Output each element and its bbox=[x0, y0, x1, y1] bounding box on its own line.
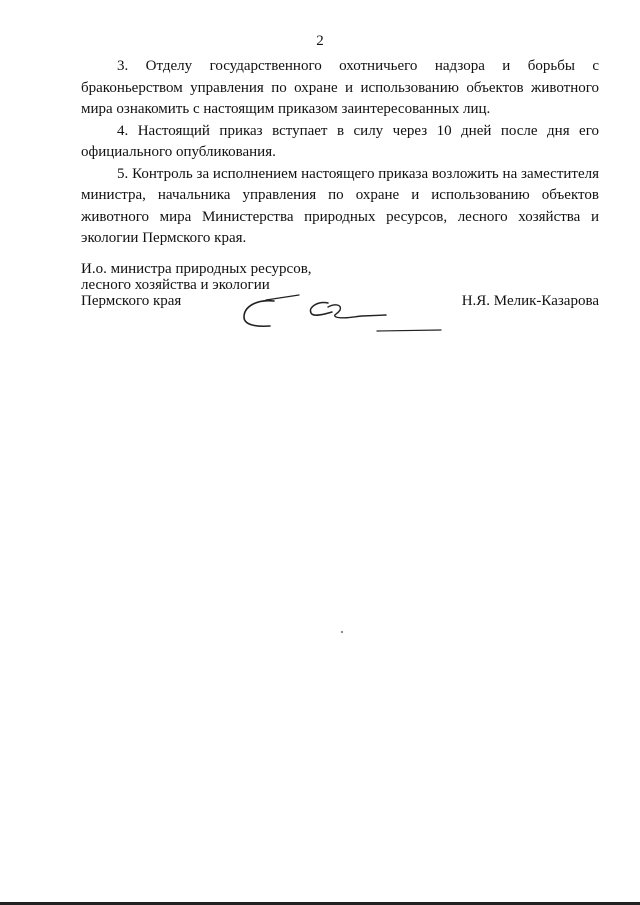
signature-block bbox=[81, 261, 599, 341]
signatory-title-line: Пермского края bbox=[81, 293, 182, 309]
signatory-title-line: лесного хозяйства и экологии bbox=[81, 277, 270, 293]
paragraph-4: 4. Настоящий приказ вступает в силу через 10 дней после дня его официального опубликования. bbox=[81, 122, 599, 160]
scan-speck bbox=[341, 631, 343, 633]
signatory-name: Н.Я. Мелик-Казарова bbox=[461, 293, 599, 309]
paragraph-3: 3. Отделу государственного охотничьего надзора и борьбы с браконьерством управления по охране и использованию объектов животного мира ознакомить с настоящим приказом заинтересованных лиц. bbox=[81, 58, 599, 117]
page-number: 2 bbox=[316, 33, 324, 49]
signatory-title-line: И.о. министра природных ресурсов, bbox=[81, 261, 312, 277]
handwritten-signature bbox=[236, 279, 446, 335]
document-body bbox=[81, 56, 599, 250]
paragraph-5: 5. Контроль за исполнением настоящего приказа возложить на заместителя министра, начальника управления по охране и использованию объектов животного мира Министерства природных ресурсов, лесного хозяйства и экологии Пермского края. bbox=[81, 165, 599, 246]
